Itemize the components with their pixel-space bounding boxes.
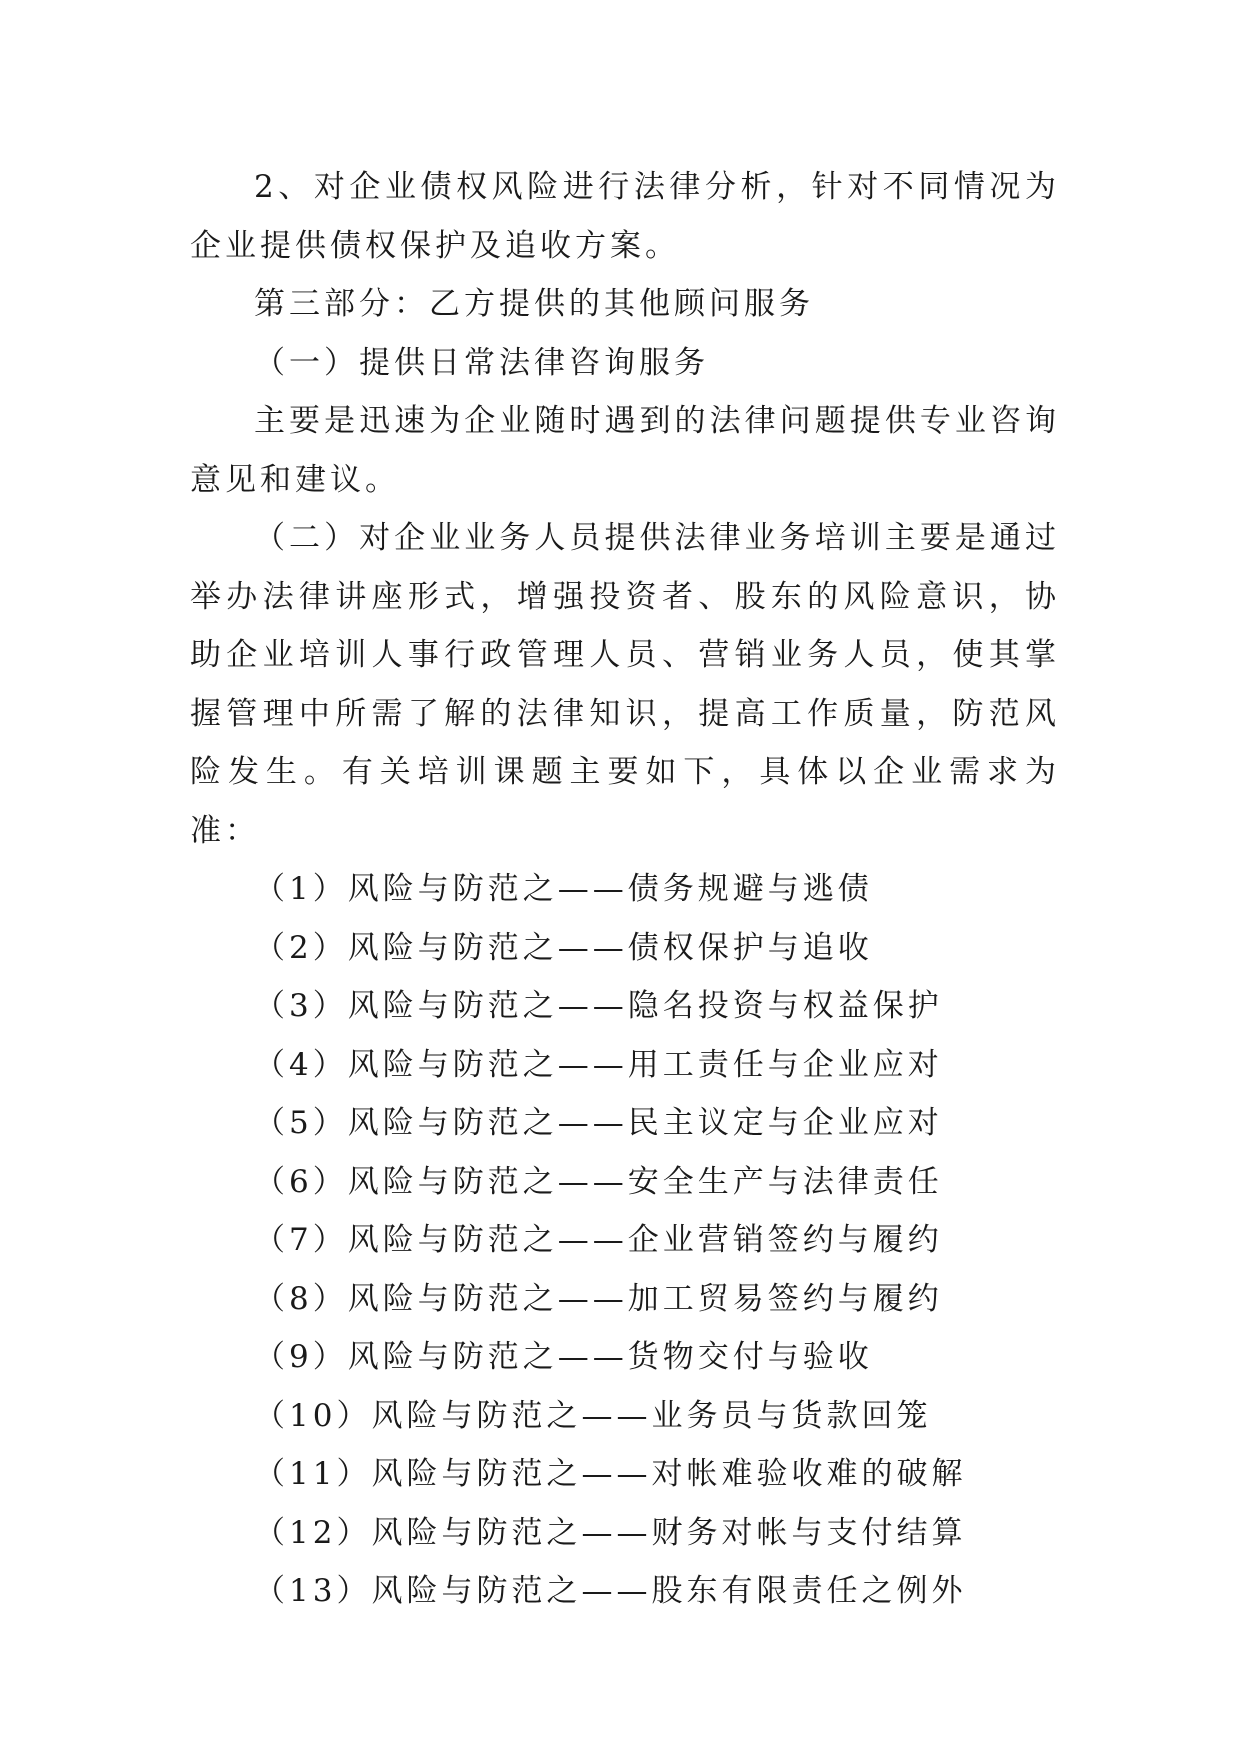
paragraph-consulting-description: 主要是迅速为企业随时遇到的法律问题提供专业咨询意见和建议。	[190, 403, 1060, 498]
list-item: （8）风险与防范之——加工贸易签约与履约	[254, 1280, 943, 1317]
list-item: （1）风险与防范之——债务规避与逃债	[254, 871, 873, 907]
list-item: （2）风险与防范之——债权保护与追收	[254, 929, 873, 966]
document-body	[190, 158, 1060, 1621]
list-item: （12）风险与防范之——财务对帐与支付结算	[254, 1514, 967, 1551]
list-item: （3）风险与防范之——隐名投资与权益保护	[254, 988, 943, 1024]
list-item: （13）风险与防范之——股东有限责任之例外	[254, 1573, 967, 1609]
list-item: （11）风险与防范之——对帐难验收难的破解	[254, 1456, 967, 1492]
paragraph-debt-analysis: 2、对企业债权风险进行法律分析，针对不同情况为企业提供债权保护及追收方案。	[190, 169, 1060, 264]
list-item: （10）风险与防范之——业务员与货款回笼	[254, 1397, 932, 1434]
list-item: （5）风险与防范之——民主议定与企业应对	[254, 1105, 943, 1141]
paragraph-training-description: （二）对企业业务人员提供法律业务培训主要是通过举办法律讲座形式，增强投资者、股东的风险意识，协助企业培训人事行政管理人员、营销业务人员，使其掌握管理中所需了解的法律知识，提高工作质量，防范风险发生。有关培训课题主要如下，具体以企业需求为准：	[190, 520, 1060, 849]
section-heading-part-three: 第三部分：乙方提供的其他顾问服务	[254, 286, 814, 322]
list-item: （6）风险与防范之——安全生产与法律责任	[254, 1163, 943, 1200]
training-topic-list	[190, 860, 1060, 1621]
list-item: （9）风险与防范之——货物交付与验收	[254, 1339, 873, 1375]
subsection-heading-consulting: （一）提供日常法律咨询服务	[254, 344, 709, 381]
list-item: （7）风险与防范之——企业营销签约与履约	[254, 1222, 943, 1258]
list-item: （4）风险与防范之——用工责任与企业应对	[254, 1046, 943, 1083]
